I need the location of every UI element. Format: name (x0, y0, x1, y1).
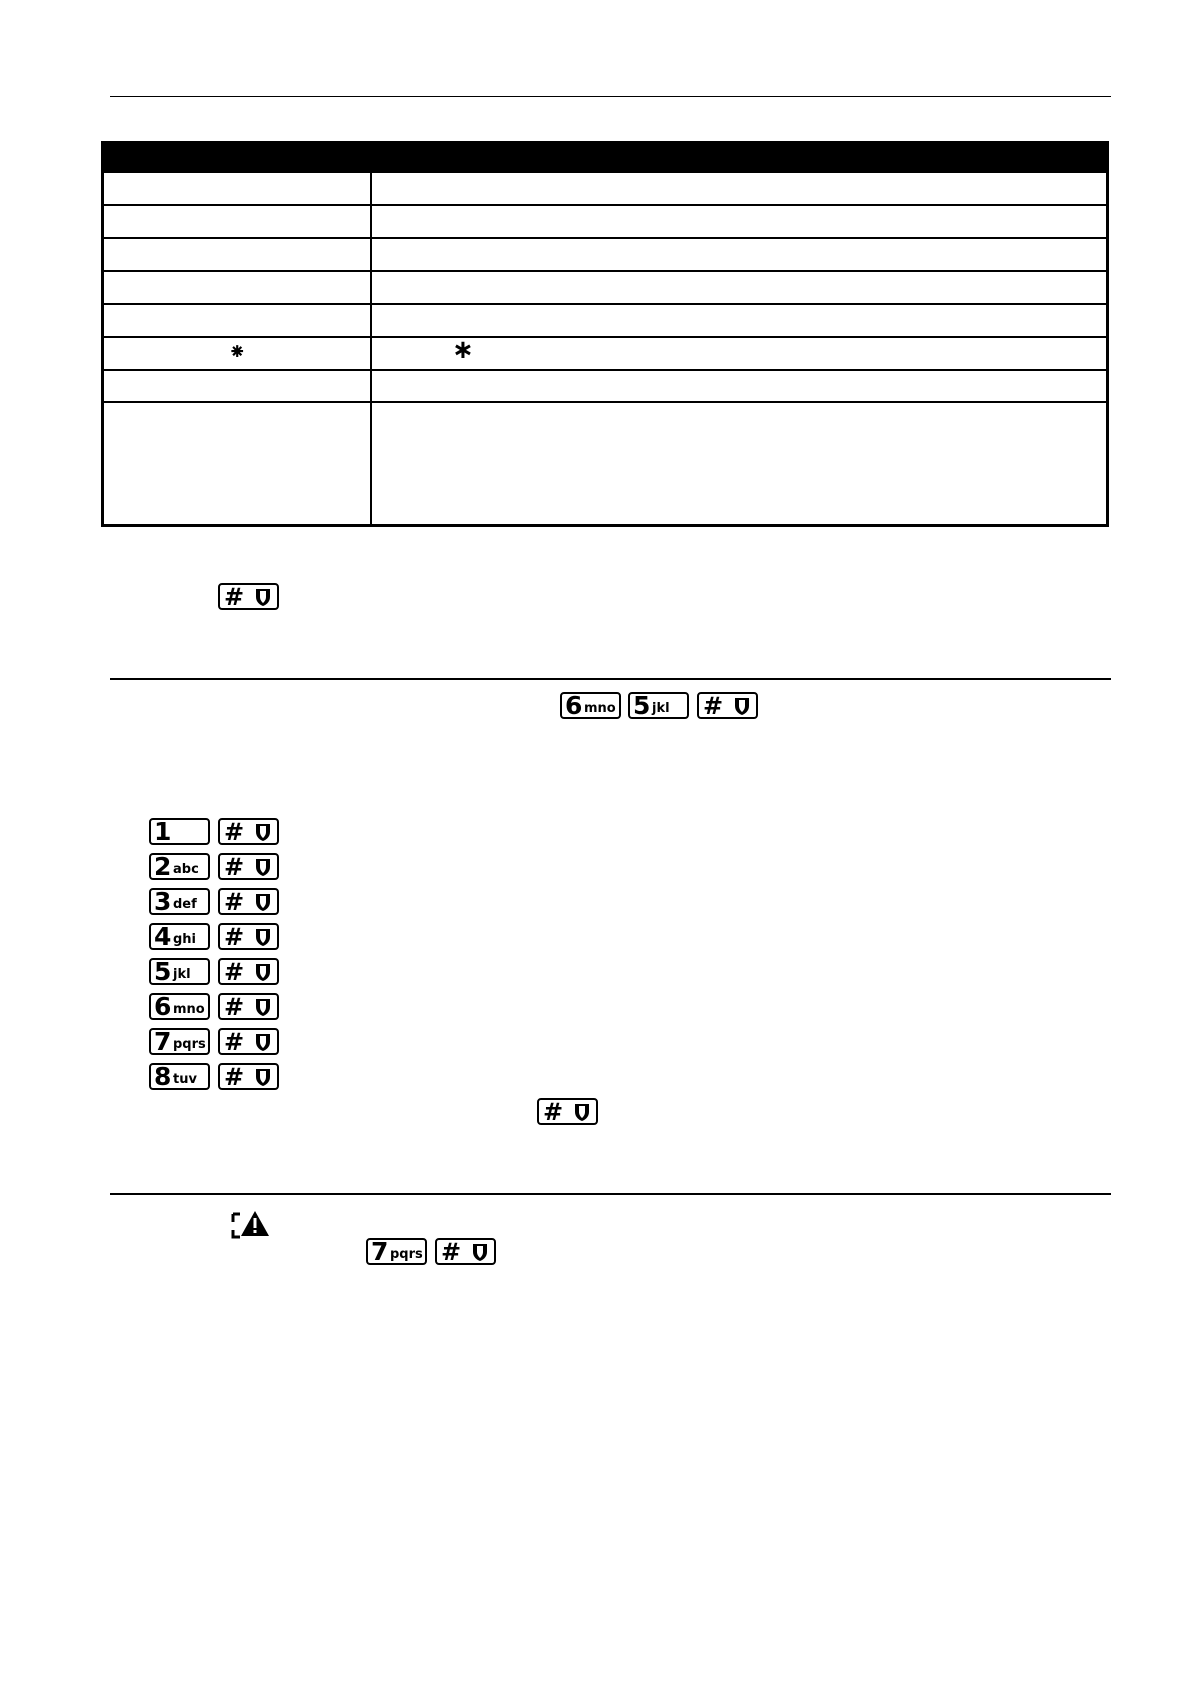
key-digit: 8 (154, 1062, 171, 1091)
digit-key-k7 (149, 1028, 210, 1055)
star-symbol-large: ∗ (452, 335, 474, 365)
key-letters: jkl (173, 967, 191, 982)
key-letters: tuv (173, 1072, 197, 1087)
hash-key (218, 1063, 279, 1090)
key-letters: pqrs (173, 1037, 206, 1052)
hash-symbol: # (224, 853, 245, 881)
digit-key-k5 (628, 692, 689, 719)
hash-key (218, 818, 279, 845)
hash-symbol: # (224, 958, 245, 986)
key-digit: 6 (565, 691, 582, 720)
table-row-line (104, 237, 1106, 239)
section-rule (110, 1193, 1111, 1195)
key-letters: mno (584, 701, 616, 716)
hash-symbol: # (224, 1063, 245, 1091)
key-digit: 6 (154, 992, 171, 1021)
hash-symbol: # (543, 1098, 564, 1126)
digit-key-k7 (366, 1238, 427, 1265)
header-rule (110, 96, 1111, 97)
shield-icon (732, 696, 752, 716)
key-letters: def (173, 897, 197, 912)
key-digit: 1 (154, 817, 171, 846)
table-row-line (104, 204, 1106, 206)
key-digit: 5 (633, 691, 650, 720)
hash-key (218, 583, 279, 610)
hash-symbol: # (224, 1028, 245, 1056)
hash-symbol: # (703, 692, 724, 720)
hash-symbol: # (224, 993, 245, 1021)
key-letters: pqrs (390, 1247, 423, 1262)
hash-key (218, 1028, 279, 1055)
hash-key (218, 923, 279, 950)
section-rule (110, 678, 1111, 680)
hash-key (218, 888, 279, 915)
hash-key (218, 958, 279, 985)
key-letters: mno (173, 1002, 205, 1017)
digit-key-k4 (149, 923, 210, 950)
digit-key-k5 (149, 958, 210, 985)
hash-symbol: # (224, 583, 245, 611)
key-letters: ghi (173, 932, 197, 947)
table-row-line (104, 401, 1106, 403)
shield-icon (253, 822, 273, 842)
shield-icon (253, 997, 273, 1017)
hash-symbol: # (441, 1238, 462, 1266)
key-letters: abc (173, 862, 199, 877)
digit-key-k2 (149, 853, 210, 880)
key-digit: 7 (371, 1237, 388, 1266)
key-digit: 7 (154, 1027, 171, 1056)
key-digit: 2 (154, 852, 171, 881)
shield-icon (253, 927, 273, 947)
table-row-line (104, 369, 1106, 371)
hash-key (218, 993, 279, 1020)
key-digit: 5 (154, 957, 171, 986)
table-row-line (104, 303, 1106, 305)
shield-icon (253, 857, 273, 877)
hash-key (697, 692, 758, 719)
shield-icon (253, 1032, 273, 1052)
hash-key (435, 1238, 496, 1265)
key-digit: 3 (154, 887, 171, 916)
hash-symbol: # (224, 818, 245, 846)
digit-key-k6 (149, 993, 210, 1020)
digit-key-k3 (149, 888, 210, 915)
table-row-line (104, 270, 1106, 272)
shield-icon (470, 1242, 490, 1262)
hash-symbol: # (224, 888, 245, 916)
digit-key-k1 (149, 818, 210, 845)
shield-icon (253, 892, 273, 912)
settings-table (101, 141, 1109, 527)
digit-key-k6 (560, 692, 621, 719)
hash-key (218, 853, 279, 880)
star-symbol-small: ⁕ (228, 340, 247, 365)
hash-symbol: # (224, 923, 245, 951)
hash-key (537, 1098, 598, 1125)
table-column-divider (370, 173, 372, 524)
warning-icon (231, 1210, 271, 1240)
shield-icon (253, 587, 273, 607)
shield-icon (572, 1102, 592, 1122)
shield-icon (253, 1067, 273, 1087)
digit-key-k8 (149, 1063, 210, 1090)
key-letters: jkl (652, 701, 670, 716)
shield-icon (253, 962, 273, 982)
table-row-line (104, 336, 1106, 338)
key-digit: 4 (154, 922, 171, 951)
table-row-line (104, 171, 1106, 173)
